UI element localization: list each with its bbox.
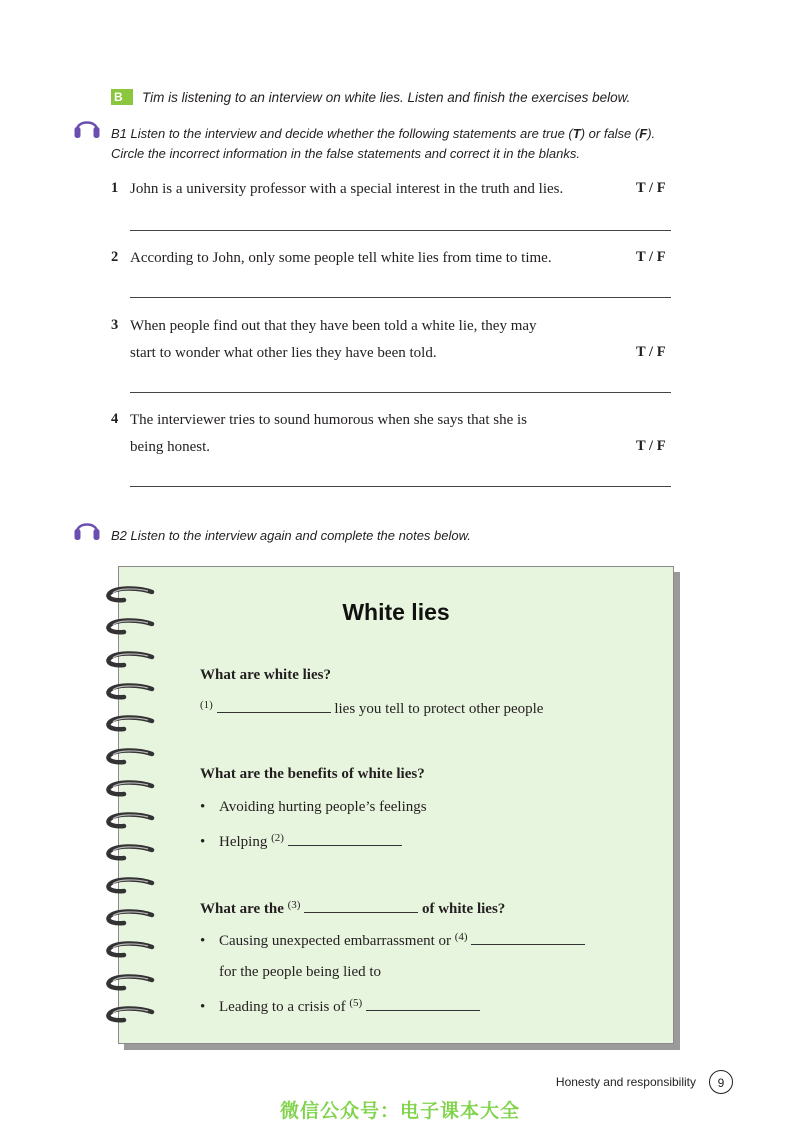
b1-instruction: B1 Listen to the interview and decide whether the following statements are true (T) or false (F). Circle the incorrect information in the false statements and correct it in the blanks. [111, 126, 656, 161]
question-text: According to John, only some people tell white lies from time to time. [130, 250, 552, 266]
question-text-cont: being honest. [130, 439, 210, 455]
notes-bullet: • Avoiding hurting people’s feelings [200, 799, 427, 815]
notes-heading-what: What are white lies? [200, 667, 331, 683]
spiral-ring [104, 844, 156, 862]
notes-item-1: $^{(1)}$ lies you tell to protect other people [200, 699, 544, 717]
notebook-title: White lies [342, 599, 450, 625]
question-text: John is a university professor with a special interest in the truth and lies. [130, 181, 564, 197]
question-text: The interviewer tries to sound humorous when she says that she is [130, 412, 528, 428]
blank-1[interactable] [217, 700, 331, 713]
section-title: Tim is listening to an interview on white lies. Listen and finish the exercises below. [142, 90, 631, 105]
notes-heading-drawbacks: What are the $^{(3)}$ of white lies? [200, 899, 506, 917]
spiral-ring [104, 780, 156, 798]
notes-bullet-cont: for the people being lied to [219, 964, 382, 980]
spiral-ring [104, 715, 156, 733]
headphones-icon [73, 114, 101, 140]
true-false-choice[interactable]: T / F [636, 344, 666, 360]
answer-line[interactable] [130, 486, 671, 487]
answer-line[interactable] [130, 230, 671, 231]
watermark: 微信公众号：电子课本大全 [279, 1101, 520, 1122]
spiral-ring [104, 974, 156, 992]
spiral-ring [104, 877, 156, 895]
notes-heading-benefits: What are the benefits of white lies? [200, 766, 425, 782]
answer-line[interactable] [130, 392, 671, 393]
notes-bullet: • Causing unexpected embarrassment or $^{(4)}$ [200, 931, 585, 950]
question-text: When people find out that they have been told a white lie, they may [130, 318, 537, 334]
question-number: 3 [111, 317, 119, 333]
question-number: 2 [111, 249, 119, 265]
question-number: 1 [111, 180, 119, 196]
spiral-ring [104, 651, 156, 669]
notes-bullet: • Helping $^{(2)}$ [200, 832, 402, 851]
true-false-choice[interactable]: T / F [636, 180, 666, 196]
section-badge: B [111, 89, 133, 105]
notes-bullet: • Leading to a crisis of $^{(5)}$ [200, 997, 480, 1016]
page-number: 9 [709, 1070, 733, 1094]
true-false-choice[interactable]: T / F [636, 438, 666, 454]
question-text-cont: start to wonder what other lies they have been told. [130, 345, 437, 361]
spiral-ring [104, 1006, 156, 1024]
spiral-ring [104, 941, 156, 959]
spiral-ring [104, 909, 156, 927]
headphones-icon [73, 516, 101, 542]
true-false-choice[interactable]: T / F [636, 249, 666, 265]
blank-5[interactable] [366, 998, 480, 1011]
blank-4[interactable] [471, 932, 585, 945]
blank-3[interactable] [304, 900, 418, 913]
blank-2[interactable] [288, 833, 402, 846]
spiral-ring [104, 683, 156, 701]
answer-line[interactable] [130, 297, 671, 298]
b2-instruction: B2 Listen to the interview again and complete the notes below. [111, 528, 471, 543]
footer-unit-title: Honesty and responsibility [555, 1075, 696, 1089]
spiral-ring [104, 812, 156, 830]
question-number: 4 [111, 411, 119, 427]
spiral-ring [104, 748, 156, 766]
